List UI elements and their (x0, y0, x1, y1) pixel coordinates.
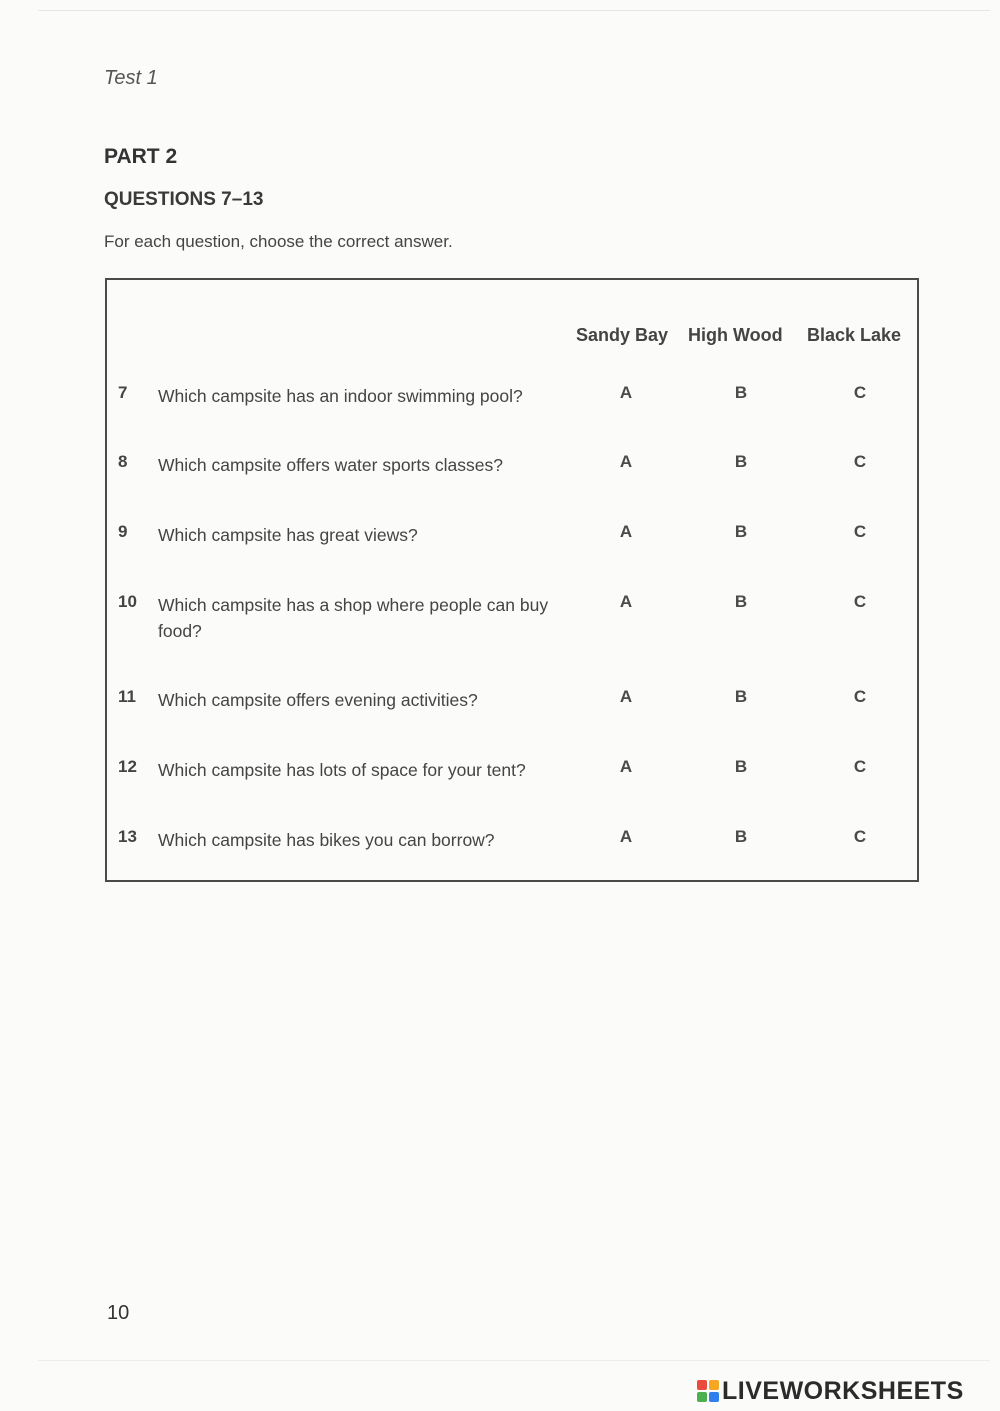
option-c[interactable]: C (853, 827, 867, 846)
question-text: Which campsite offers water sports classes? (158, 455, 503, 475)
option-c[interactable]: C (853, 687, 867, 706)
column-header-black-lake: Black Lake (807, 325, 902, 345)
option-a[interactable]: A (619, 757, 633, 776)
question-number: 13 (118, 827, 137, 846)
questions-range: QUESTIONS 7–13 (104, 189, 264, 210)
brand-name: LIVEWORKSHEETS (722, 1376, 964, 1405)
question-text: Which campsite has a shop where people can buy food? (158, 595, 549, 641)
column-header-sandy-bay: Sandy Bay (576, 325, 669, 345)
logo-square-red (697, 1380, 707, 1390)
part-title: PART 2 (104, 145, 178, 168)
logo-square-green (697, 1392, 707, 1402)
question-number: 10 (118, 592, 137, 611)
question-text: Which campsite offers evening activities? (158, 690, 478, 710)
option-a[interactable]: A (619, 687, 633, 706)
option-c[interactable]: C (853, 592, 867, 611)
option-b[interactable]: B (734, 522, 748, 541)
option-b[interactable]: B (734, 452, 748, 471)
logo-square-blue (709, 1392, 719, 1402)
option-c[interactable]: C (853, 383, 867, 402)
questions-table (105, 278, 919, 882)
question-number: 8 (118, 452, 128, 471)
option-c[interactable]: C (853, 522, 867, 541)
option-b[interactable]: B (734, 592, 748, 611)
page-edge-top (38, 10, 990, 11)
question-text: Which campsite has great views? (158, 525, 418, 545)
option-c[interactable]: C (853, 757, 867, 776)
column-header-high-wood: High Wood (688, 325, 783, 345)
option-b[interactable]: B (734, 687, 748, 706)
test-label: Test 1 (104, 67, 158, 89)
option-a[interactable]: A (619, 522, 633, 541)
question-number: 9 (118, 522, 128, 541)
page-edge-bottom (38, 1360, 990, 1361)
page-number: 10 (107, 1302, 130, 1324)
option-b[interactable]: B (734, 757, 748, 776)
question-number: 11 (118, 687, 136, 706)
option-c[interactable]: C (853, 452, 867, 471)
question-text: Which campsite has bikes you can borrow? (158, 830, 495, 850)
option-b[interactable]: B (734, 827, 748, 846)
question-number: 7 (118, 383, 128, 402)
option-a[interactable]: A (619, 452, 633, 471)
option-a[interactable]: A (619, 383, 633, 402)
question-number: 12 (118, 757, 137, 776)
logo-square-orange (709, 1380, 719, 1390)
instruction-text: For each question, choose the correct answer. (104, 232, 453, 251)
option-b[interactable]: B (734, 383, 748, 402)
question-text: Which campsite has an indoor swimming pool? (158, 386, 523, 406)
option-a[interactable]: A (619, 592, 633, 611)
liveworksheets-logo (697, 1375, 964, 1407)
question-text: Which campsite has lots of space for your tent? (158, 760, 526, 780)
liveworksheets-logo-icon (697, 1380, 719, 1402)
option-a[interactable]: A (619, 827, 633, 846)
